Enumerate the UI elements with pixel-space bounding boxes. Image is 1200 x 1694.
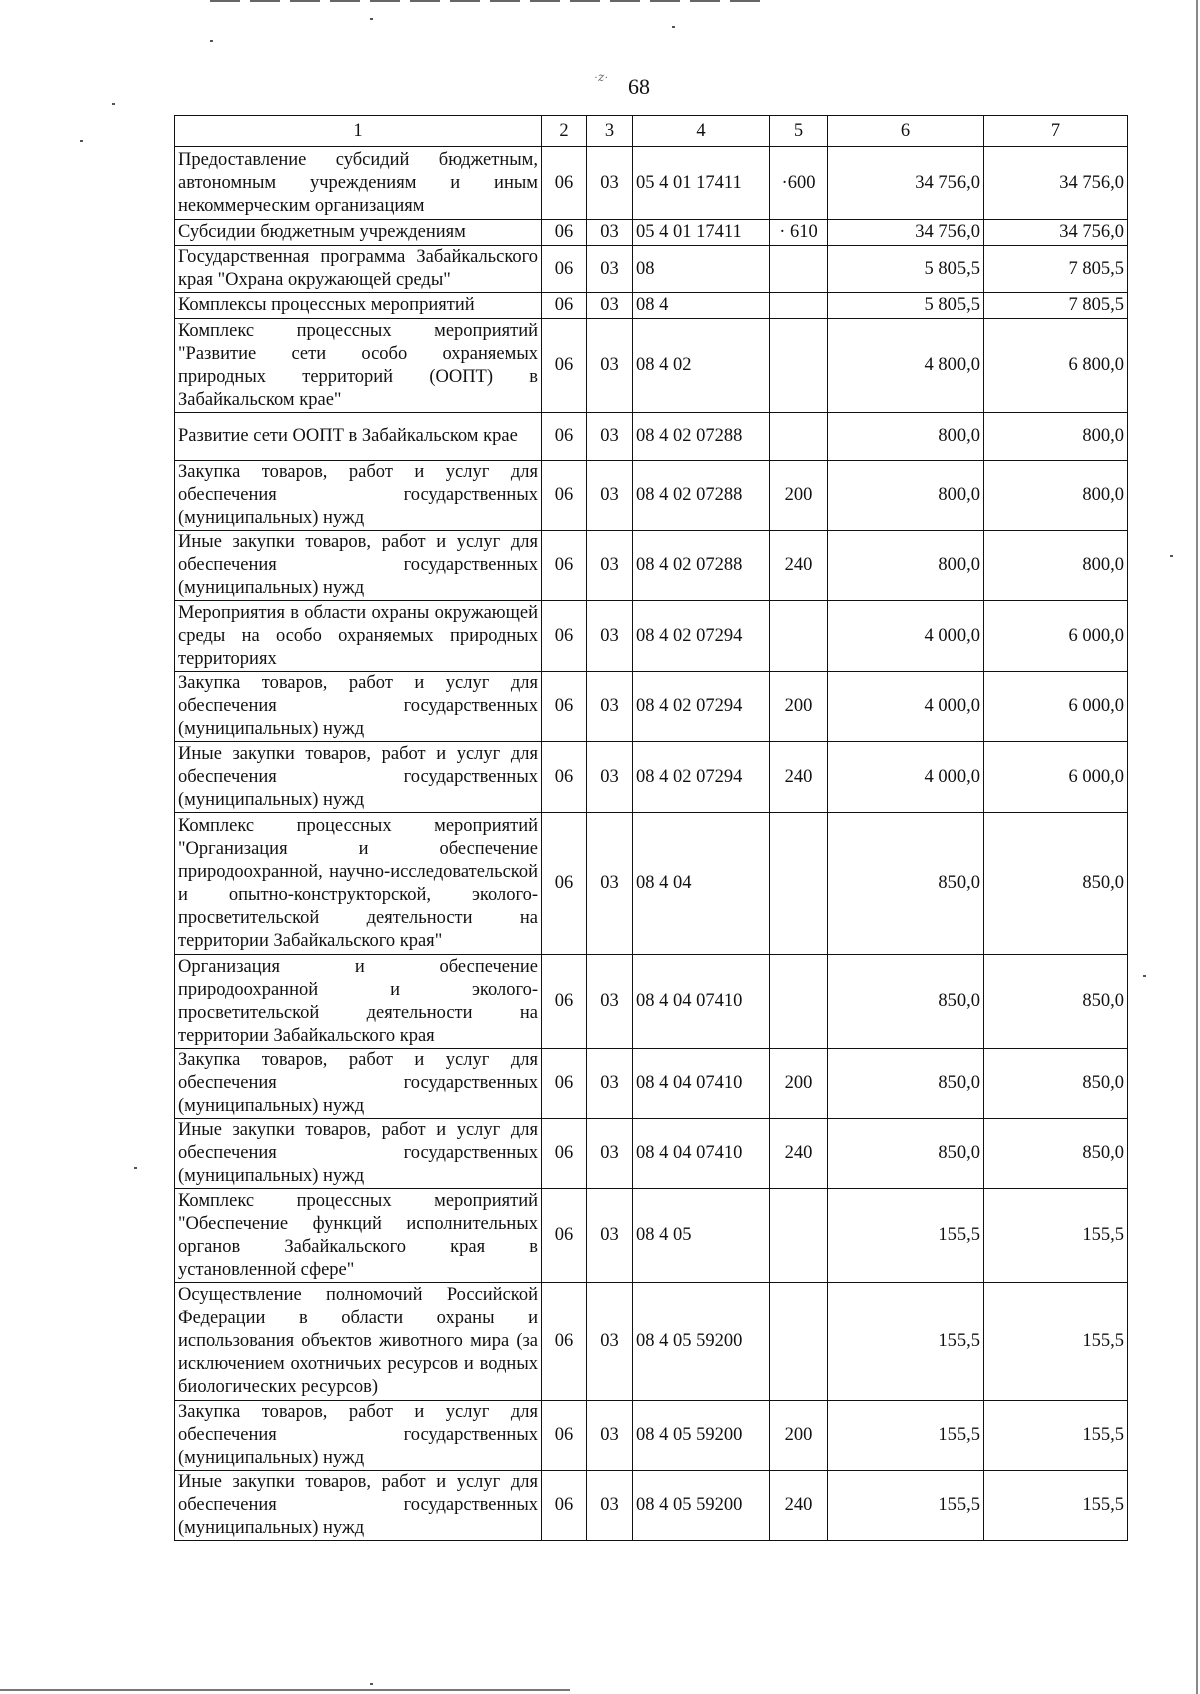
section-code-cell: 06	[542, 1401, 587, 1471]
amount-year1-cell: 4 800,0	[828, 319, 984, 413]
row-name-cell: Иные закупки товаров, работ и услуг для обеспечения государственных (муниципальных) нужд	[175, 1119, 542, 1189]
table-row	[175, 672, 1128, 742]
target-article-cell: 08 4 02 07288	[633, 413, 770, 461]
section-code-cell: 06	[542, 246, 587, 293]
scan-speck	[1143, 975, 1146, 977]
subsection-code-cell: 03	[587, 955, 633, 1049]
row-name-cell: Закупка товаров, работ и услуг для обеспечения государственных (муниципальных) нужд	[175, 1401, 542, 1471]
amount-year1-cell: 5 805,5	[828, 293, 984, 319]
row-name-cell: Комплексы процессных мероприятий	[175, 293, 542, 319]
table-row	[175, 293, 1128, 319]
target-article-cell: 08 4 02 07294	[633, 672, 770, 742]
table-row	[175, 147, 1128, 220]
amount-year1-cell: 4 000,0	[828, 601, 984, 672]
subsection-code-cell: 03	[587, 1471, 633, 1541]
table-row	[175, 461, 1128, 531]
table-row	[175, 1119, 1128, 1189]
subsection-code-cell: 03	[587, 319, 633, 413]
scan-speck	[672, 26, 675, 28]
expense-type-cell	[770, 1283, 828, 1401]
amount-year2-cell: 850,0	[984, 955, 1128, 1049]
section-code-cell: 06	[542, 461, 587, 531]
row-name-cell: Субсидии бюджетным учреждениям	[175, 220, 542, 246]
scan-right-edge	[1196, 0, 1198, 1694]
expense-type-cell: 240	[770, 1119, 828, 1189]
section-code-cell: 06	[542, 319, 587, 413]
row-name-cell: Мероприятия в области охраны окружающей среды на особо охраняемых природных территориях	[175, 601, 542, 672]
budget-table	[174, 115, 1128, 1541]
target-article-cell: 08 4 02 07294	[633, 601, 770, 672]
target-article-cell: 08 4 02 07288	[633, 461, 770, 531]
subsection-code-cell: 03	[587, 672, 633, 742]
row-name-cell: Иные закупки товаров, работ и услуг для обеспечения государственных (муниципальных) нужд	[175, 1471, 542, 1541]
amount-year2-cell: 7 805,5	[984, 293, 1128, 319]
subsection-code-cell: 03	[587, 1119, 633, 1189]
subsection-code-cell: 03	[587, 742, 633, 813]
section-code-cell: 06	[542, 601, 587, 672]
target-article-cell: 05 4 01 17411	[633, 147, 770, 220]
amount-year2-cell: 34 756,0	[984, 220, 1128, 246]
amount-year2-cell: 7 805,5	[984, 246, 1128, 293]
subsection-code-cell: 03	[587, 1401, 633, 1471]
column-header: 7	[984, 116, 1128, 147]
amount-year1-cell: 34 756,0	[828, 220, 984, 246]
scan-mark: ·𝑧·	[594, 70, 609, 84]
amount-year2-cell: 155,5	[984, 1401, 1128, 1471]
column-header: 5	[770, 116, 828, 147]
section-code-cell: 06	[542, 1283, 587, 1401]
amount-year1-cell: 155,5	[828, 1283, 984, 1401]
amount-year2-cell: 850,0	[984, 1119, 1128, 1189]
subsection-code-cell: 03	[587, 461, 633, 531]
column-header: 4	[633, 116, 770, 147]
expense-type-cell: 240	[770, 742, 828, 813]
row-name-cell: Закупка товаров, работ и услуг для обеспечения государственных (муниципальных) нужд	[175, 1049, 542, 1119]
target-article-cell: 08 4 05	[633, 1189, 770, 1283]
target-article-cell: 08 4 05 59200	[633, 1401, 770, 1471]
expense-type-cell	[770, 601, 828, 672]
amount-year1-cell: 155,5	[828, 1189, 984, 1283]
target-article-cell: 08 4 04 07410	[633, 1049, 770, 1119]
expense-type-cell: 200	[770, 672, 828, 742]
row-name-cell: Предоставление субсидий бюджетным, автономным учреждениям и иным некоммерческим организациям	[175, 147, 542, 220]
scan-speck	[370, 1683, 373, 1685]
scan-speck	[112, 103, 115, 105]
subsection-code-cell: 03	[587, 1283, 633, 1401]
amount-year1-cell: 850,0	[828, 1119, 984, 1189]
target-article-cell: 08 4 02 07294	[633, 742, 770, 813]
amount-year2-cell: 155,5	[984, 1471, 1128, 1541]
section-code-cell: 06	[542, 1049, 587, 1119]
table-row	[175, 1471, 1128, 1541]
expense-type-cell	[770, 293, 828, 319]
scan-speck	[80, 140, 83, 142]
amount-year2-cell: 850,0	[984, 813, 1128, 955]
expense-type-cell: 200	[770, 461, 828, 531]
table-row	[175, 1401, 1128, 1471]
amount-year1-cell: 800,0	[828, 531, 984, 601]
table-row	[175, 220, 1128, 246]
subsection-code-cell: 03	[587, 531, 633, 601]
scan-speck	[1170, 555, 1173, 557]
expense-type-cell: 200	[770, 1049, 828, 1119]
row-name-cell: Закупка товаров, работ и услуг для обеспечения государственных (муниципальных) нужд	[175, 461, 542, 531]
target-article-cell: 08 4 04 07410	[633, 955, 770, 1049]
target-article-cell: 08 4 04	[633, 813, 770, 955]
amount-year1-cell: 800,0	[828, 461, 984, 531]
section-code-cell: 06	[542, 742, 587, 813]
section-code-cell: 06	[542, 672, 587, 742]
amount-year1-cell: 850,0	[828, 955, 984, 1049]
table-row	[175, 955, 1128, 1049]
table-row	[175, 813, 1128, 955]
table-row	[175, 319, 1128, 413]
table-row	[175, 601, 1128, 672]
subsection-code-cell: 03	[587, 601, 633, 672]
column-header: 6	[828, 116, 984, 147]
table-row	[175, 742, 1128, 813]
scan-top-edge	[210, 0, 770, 2]
expense-type-cell	[770, 319, 828, 413]
amount-year1-cell: 850,0	[828, 1049, 984, 1119]
scan-bottom-edge	[0, 1689, 570, 1691]
expense-type-cell	[770, 1189, 828, 1283]
amount-year1-cell: 155,5	[828, 1471, 984, 1541]
section-code-cell: 06	[542, 147, 587, 220]
row-name-cell: Комплекс процессных мероприятий "Обеспечение функций исполнительных органов Забайкальского края в установленной сфере"	[175, 1189, 542, 1283]
amount-year2-cell: 6 800,0	[984, 319, 1128, 413]
expense-type-cell: · 610	[770, 220, 828, 246]
subsection-code-cell: 03	[587, 813, 633, 955]
amount-year1-cell: 5 805,5	[828, 246, 984, 293]
column-header: 2	[542, 116, 587, 147]
target-article-cell: 08 4 02	[633, 319, 770, 413]
section-code-cell: 06	[542, 293, 587, 319]
amount-year1-cell: 4 000,0	[828, 672, 984, 742]
subsection-code-cell: 03	[587, 293, 633, 319]
target-article-cell: 08 4 05 59200	[633, 1283, 770, 1401]
row-name-cell: Государственная программа Забайкальского края "Охрана окружающей среды"	[175, 246, 542, 293]
subsection-code-cell: 03	[587, 1049, 633, 1119]
expense-type-cell: 240	[770, 1471, 828, 1541]
amount-year2-cell: 800,0	[984, 413, 1128, 461]
section-code-cell: 06	[542, 220, 587, 246]
scan-speck	[370, 18, 373, 20]
target-article-cell: 08 4 04 07410	[633, 1119, 770, 1189]
row-name-cell: Иные закупки товаров, работ и услуг для обеспечения государственных (муниципальных) нужд	[175, 742, 542, 813]
table-row	[175, 531, 1128, 601]
section-code-cell: 06	[542, 813, 587, 955]
column-header: 1	[175, 116, 542, 147]
section-code-cell: 06	[542, 1119, 587, 1189]
table-row	[175, 1283, 1128, 1401]
target-article-cell: 08 4 05 59200	[633, 1471, 770, 1541]
section-code-cell: 06	[542, 1189, 587, 1283]
table-header-row	[175, 116, 1128, 147]
subsection-code-cell: 03	[587, 220, 633, 246]
amount-year2-cell: 6 000,0	[984, 672, 1128, 742]
section-code-cell: 06	[542, 1471, 587, 1541]
expense-type-cell: 240	[770, 531, 828, 601]
scan-speck	[210, 40, 213, 42]
amount-year2-cell: 800,0	[984, 461, 1128, 531]
section-code-cell: 06	[542, 955, 587, 1049]
row-name-cell: Осуществление полномочий Российской Федерации в области охраны и использования объектов животного мира (за исключением охотничьих ресурсов и водных биологических ресурсов)	[175, 1283, 542, 1401]
row-name-cell: Организация и обеспечение природоохранной и эколого-просветительской деятельности на территории Забайкальского края	[175, 955, 542, 1049]
expense-type-cell	[770, 955, 828, 1049]
target-article-cell: 08 4	[633, 293, 770, 319]
expense-type-cell: 200	[770, 1401, 828, 1471]
section-code-cell: 06	[542, 531, 587, 601]
row-name-cell: Комплекс процессных мероприятий "Организация и обеспечение природоохранной, научно-исследовательской и опытно-конструкторской, эколого-просветительской деятельности на территории Забайкальского края"	[175, 813, 542, 955]
table-row	[175, 1189, 1128, 1283]
expense-type-cell	[770, 246, 828, 293]
subsection-code-cell: 03	[587, 246, 633, 293]
target-article-cell: 08	[633, 246, 770, 293]
row-name-cell: Закупка товаров, работ и услуг для обеспечения государственных (муниципальных) нужд	[175, 672, 542, 742]
column-header: 3	[587, 116, 633, 147]
subsection-code-cell: 03	[587, 147, 633, 220]
expense-type-cell: ·600	[770, 147, 828, 220]
section-code-cell: 06	[542, 413, 587, 461]
table-row	[175, 246, 1128, 293]
table-body	[175, 147, 1128, 1541]
amount-year2-cell: 6 000,0	[984, 742, 1128, 813]
amount-year1-cell: 155,5	[828, 1401, 984, 1471]
row-name-cell: Комплекс процессных мероприятий "Развитие сети особо охраняемых природных территорий (ООПТ) в Забайкальском крае"	[175, 319, 542, 413]
amount-year2-cell: 6 000,0	[984, 601, 1128, 672]
target-article-cell: 08 4 02 07288	[633, 531, 770, 601]
amount-year2-cell: 34 756,0	[984, 147, 1128, 220]
amount-year1-cell: 800,0	[828, 413, 984, 461]
target-article-cell: 05 4 01 17411	[633, 220, 770, 246]
amount-year1-cell: 4 000,0	[828, 742, 984, 813]
table-row	[175, 413, 1128, 461]
expense-type-cell	[770, 813, 828, 955]
expense-type-cell	[770, 413, 828, 461]
amount-year2-cell: 155,5	[984, 1283, 1128, 1401]
scan-speck	[134, 1167, 137, 1169]
amount-year1-cell: 850,0	[828, 813, 984, 955]
amount-year2-cell: 800,0	[984, 531, 1128, 601]
amount-year1-cell: 34 756,0	[828, 147, 984, 220]
subsection-code-cell: 03	[587, 1189, 633, 1283]
row-name-cell: Развитие сети ООПТ в Забайкальском крае	[175, 413, 542, 461]
amount-year2-cell: 850,0	[984, 1049, 1128, 1119]
page-number: 68	[628, 74, 650, 99]
row-name-cell: Иные закупки товаров, работ и услуг для обеспечения государственных (муниципальных) нужд	[175, 531, 542, 601]
table-row	[175, 1049, 1128, 1119]
amount-year2-cell: 155,5	[984, 1189, 1128, 1283]
subsection-code-cell: 03	[587, 413, 633, 461]
